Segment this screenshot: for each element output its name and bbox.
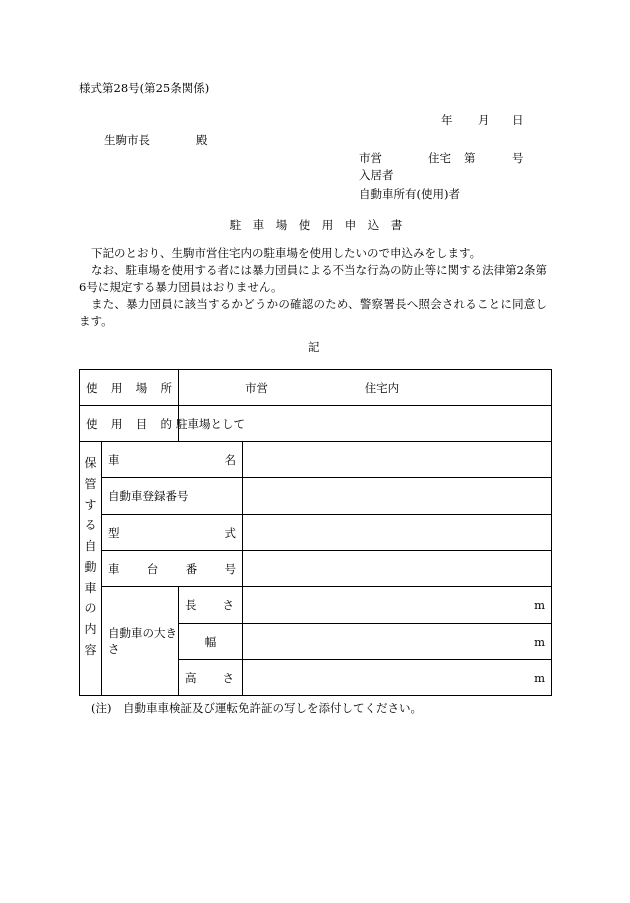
form-number: 様式第28号(第25条関係) [79,81,210,95]
label-char: 使 [86,416,98,431]
label-char: 用 [110,380,123,395]
row-model [80,515,552,551]
application-table [79,369,552,696]
date-day-label: 日 [512,113,524,127]
label-char: 使 [86,380,98,395]
title-char: 場 [275,218,288,232]
row-car-name [80,442,552,478]
body-paragraph-1: 下記のとおり、生駒市営住宅内の駐車場を使用したいので申込みをします。 [91,246,482,260]
model-value-cell[interactable] [243,515,552,551]
applicant-dai: 第 [464,151,476,165]
body-paragraph-3: また、暴力団員に該当するかどうかの確認のため、警察署長へ照会されることに同意します。 [79,297,547,328]
purpose-value-cell[interactable] [176,406,552,442]
label-char: 目 [135,416,148,431]
registration-label-cell [102,478,243,515]
location-value-cell[interactable] [179,370,552,406]
size-label-cell [102,587,179,696]
title-char: 駐 [229,218,242,232]
applicant-resident: 入居者 [359,168,394,182]
addressee-honorific: 殿 [196,133,208,147]
addressee-name: 生駒市長 [104,133,150,147]
chassis-label-cell [102,551,243,587]
width-label: 幅 [204,634,217,649]
title-char: 込 [367,218,380,232]
unit-meter: m [534,598,546,612]
label-char: 型 [108,525,120,540]
vehicle-section-label [80,442,102,696]
label-char: 式 [224,525,237,540]
label-char: 長 [185,598,197,612]
label-char: さ [222,670,235,685]
registration-label: 自動車登録番号 [108,489,189,503]
size-label: 自動車の大きさ [108,626,177,656]
label-char: 動 [84,559,97,574]
title-char: 車 [252,218,265,232]
row-purpose [80,406,552,442]
document-title [224,217,408,233]
location-label-cell [80,370,179,406]
label-char: 容 [84,642,97,657]
chassis-value-cell[interactable] [243,551,552,587]
height-value-cell[interactable] [243,660,552,696]
title-char: 書 [390,218,403,232]
label-char: す [84,497,97,512]
length-label-cell [179,587,243,624]
location-jutakunai: 住宅内 [364,380,400,395]
unit-meter: m [534,634,546,649]
label-char: 的 [160,416,173,431]
registration-value-cell[interactable] [243,478,552,515]
label-char: 名 [224,452,237,467]
label-char: 車 [108,452,120,467]
car-name-value-cell[interactable] [243,442,552,478]
label-char: 内 [84,622,97,637]
unit-meter: m [534,670,546,685]
label-char: 高 [185,670,197,685]
row-registration [80,478,552,515]
label-char: さ [222,598,235,612]
label-char: 台 [146,561,159,576]
row-location [80,370,552,406]
footnote: (注) 自動車車検証及び運転免許証の写しを添付してください。 [91,701,422,715]
row-length [80,587,552,624]
location-shiei: 市営 [245,380,269,395]
label-char: 場 [135,380,148,395]
label-char: 所 [160,380,173,395]
applicant-shiei: 市営 [359,151,382,165]
body-paragraph-2: なお、駐車場を使用する者には暴力団員による不当な行為の防止等に関する法律第2条第6号に規定する暴力団員はおりません。 [79,263,547,294]
title-char: 申 [344,218,357,232]
width-value-cell[interactable] [243,624,552,660]
date-year-label: 年 [441,113,453,127]
height-label-cell [179,660,243,696]
label-char: 保 [84,456,97,470]
applicant-go: 号 [512,151,524,165]
label-char: の [84,601,97,616]
applicant-jutaku: 住宅 [428,151,451,165]
model-label-cell [102,515,243,551]
purpose-value: 駐車場として [176,416,246,431]
width-label-cell [179,624,243,660]
title-char: 用 [321,218,334,232]
label-char: 車 [108,561,120,576]
date-month-label: 月 [478,113,490,127]
label-char: る [84,518,97,533]
length-value-cell[interactable] [243,587,552,624]
car-name-label-cell [102,442,243,478]
title-char: 使 [298,218,311,232]
row-chassis [80,551,552,587]
label-char: 車 [84,580,97,595]
label-char: 番 [185,561,198,576]
label-char: 自 [84,539,97,554]
applicant-owner: 自動車所有(使用)者 [359,187,460,201]
label-char: 号 [224,561,237,576]
label-char: 用 [110,416,123,431]
label-char: 管 [84,476,97,491]
purpose-label-cell [80,406,179,442]
ki-label: 記 [308,340,320,354]
